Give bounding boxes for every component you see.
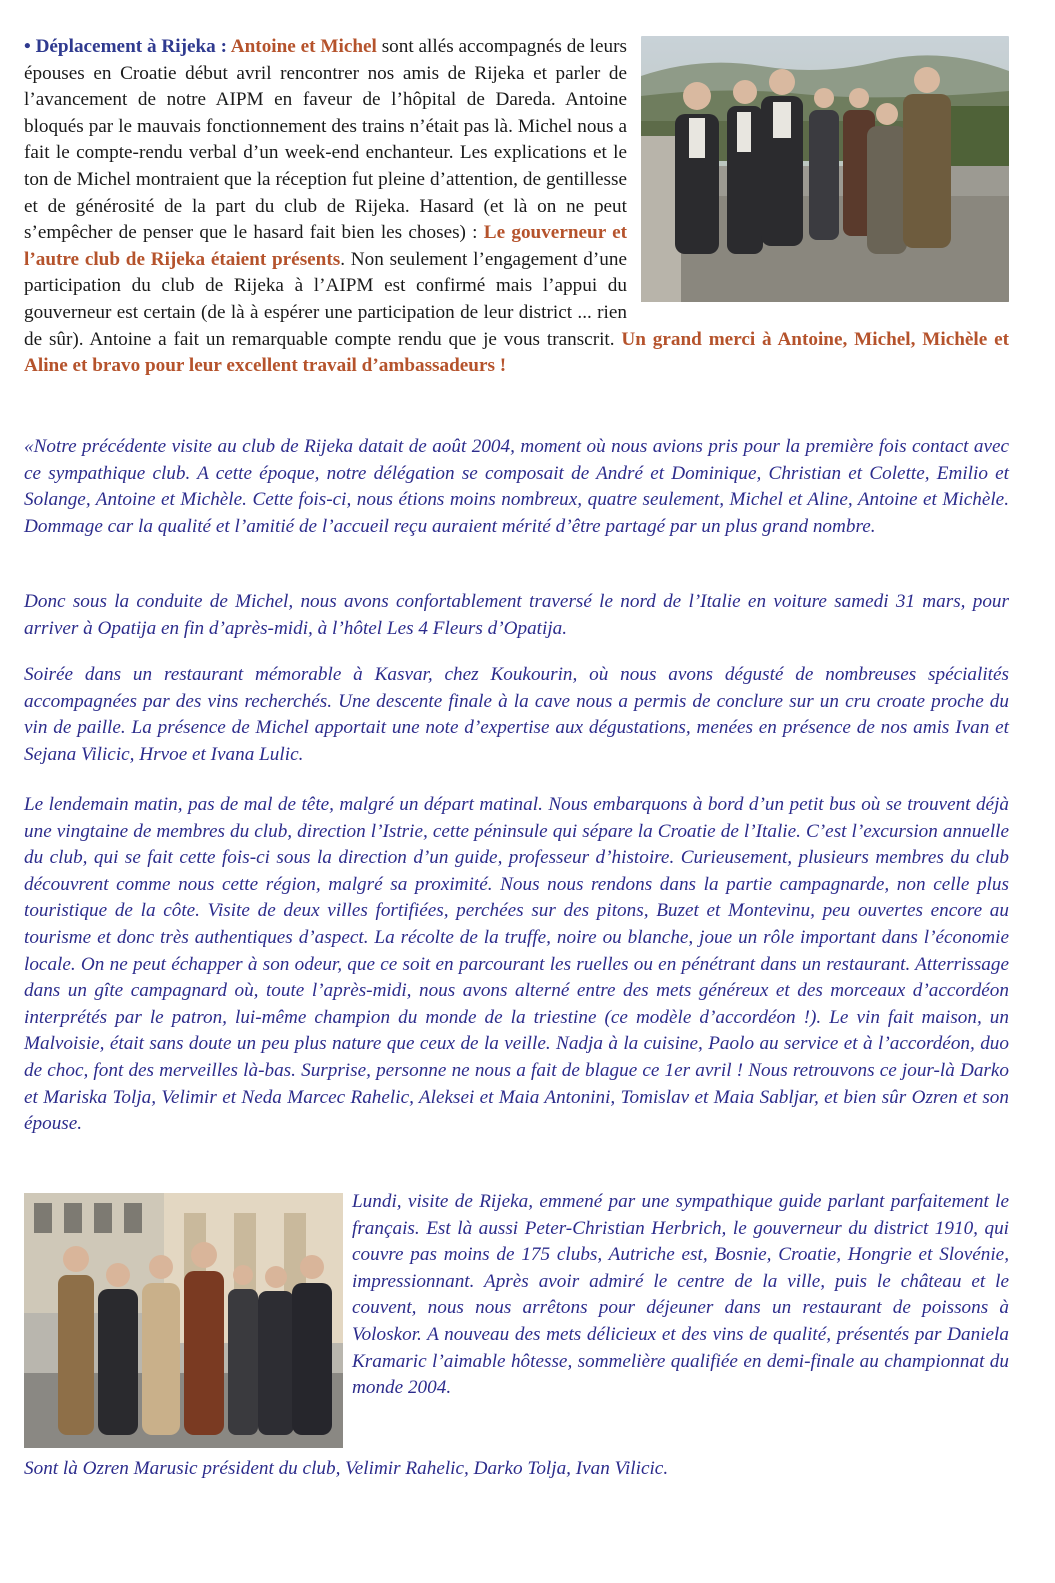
letter-text-4: Le lendemain matin, pas de mal de tête, malgré un départ matinal. Nous embarquons à bord d’un petit bus où se trouvent déjà une vingtaine de membres du club, direction l’Istrie, cette péninsule qui sépare la Croatie de l’Italie. C’est l’excursion annuelle du club, qui se fait cette fois-ci sous la direction d’un guide, professeur d’histoire. Curieusement, plusieurs membres du club découvrent comme nous cette région, malgré sa proximité. Nous nous rendons dans la partie campagnarde, non celle plus touristique de la côte. Visite de deux villes fortifiées, perchées sur des pitons, Buzet et Montevinu, peu ouvertes encore au tourisme et donc très authentiques d’aspect. La récolte de la truffe, noire ou blanche, joue un rôle important dans l’économie locale. On ne peut échapper à son odeur, que ce soit en parcourant les ruelles ou en pénétrant dans un restaurant. Atterrissage dans un gîte campagnard où, toute l’après-midi, nous avons alterné entre des mets généreux et des morceaux d’accordéon interprétés par le patron, lui-même champion du monde de la triestine (ce modèle d’accordéon !). Le vin fait maison, un Malvoisie, était sans doute un peu plus nature que ceux de la veille. Nadja à la cuisine, Paolo au service et à l’accordéon, duo de choc, font des merveilles là-bas. Surprise, personne ne nous a fait de blague ce 1er avril ! Nous retrouvons ce jour-là Darko et Mariska Tolja, Velimir et Neda Marcec Rahelic, Aleksei et Maia Antonini, Tomislav et Maia Sabljar, et bien sûr Ozren et son épouse. bbox=[24, 794, 1009, 1135]
letter-paragraph-5 bbox=[352, 1189, 1009, 1402]
group-photo-terrace bbox=[641, 36, 1009, 302]
letter-text-5: Lundi, visite de Rijeka, emmené par une sympathique guide parlant parfaitement le français. Est là aussi Peter-Christian Herbrich, le gouverneur du district 1910, qui couvre pas moins de 175 clubs, Autriche est, Bosnie, Croatie, Hongrie et Slovénie, impressionnant. Après avoir admiré le centre de la ville, puis le château et le couvent, nous nous arrêtons pour déjeuner dans un restaurant de poissons à Voloskor. A nouveau des mets délicieux et des vins de qualité, présentés par Daniela Kramaric l’aimable hôtesse, sommelière qualifiée en demi-finale au championnat du monde 2004. bbox=[352, 1191, 1009, 1399]
highlight-thanks: Un grand merci à Antoine, Michel, Michèle et Aline et bravo pour leur excellent travail d’ambassadeurs ! bbox=[24, 328, 1010, 377]
intro-text-1: sont allés accompagnés de leurs épouses en Croatie début avril rencontrer nos amis de Rijeka et parler de l’avancement de notre AIPM en faveur de l’hôpital de Dareda. Antoine bloqués par le mauvais fonctionnement des trains n’était pas là. Michel nous a fait le compte-rendu verbal d’un week-end enchanteur. Les explications et le ton de Michel montraient que la réception fut pleine d’attention, de gentillesse et de générosité de la part du club de Rijeka. Hasard (et là on ne peut s’empêcher de penser que le hasard fait bien les choses) : bbox=[24, 36, 627, 244]
photo-caption bbox=[24, 1456, 1009, 1483]
section-heading: Déplacement à Rijeka bbox=[35, 36, 216, 57]
intro-paragraph bbox=[24, 34, 1009, 380]
letter-text-1: «Notre précédente visite au club de Rijeka datait de août 2004, moment où nous avions pris pour la première fois contact avec ce sympathique club. A cette époque, notre délégation se composait de André et Dominique, Christian et Colette, Emilio et Solange, Antoine et Michèle. Cette fois-ci, nous étions moins nombreux, quatre seulement, Michel et Aline, Antoine et Michèle. Dommage car la qualité et l’amitié de l’accueil reçu auraient mérité d’être partagé par un plus grand nombre. bbox=[24, 436, 1009, 537]
highlight-names: Antoine et Michel bbox=[230, 36, 377, 57]
heading-colon: : bbox=[215, 36, 231, 57]
letter-text-3: Soirée dans un restaurant mémorable à Kasvar, chez Koukourin, où nous avons dégusté de nombreuses spécialités accompagnées par des vins recherchés. Une descente finale à la cave nous a permis de conclure sur un cru croate proche du vin de paille. La présence de Michel apportait une note d’expertise aux dégustations, menées en présence de nos amis Ivan et Sejana Vilicic, Hrvoe et Ivana Lulic. bbox=[24, 664, 1009, 765]
letter-paragraph-2 bbox=[24, 589, 1009, 642]
highlight-governor: Le gouverneur et l’autre club de Rijeka étaient présents bbox=[24, 222, 628, 270]
group-photo-square bbox=[24, 1193, 343, 1448]
letter-paragraph-4 bbox=[24, 792, 1009, 1138]
caption-text: Sont là Ozren Marusic président du club, Velimir Rahelic, Darko Tolja, Ivan Vilicic. bbox=[24, 1458, 669, 1479]
letter-text-2: Donc sous la conduite de Michel, nous avons confortablement traversé le nord de l’Italie en voiture samedi 31 mars, pour arriver à Opatija en fin d’après-midi, à l’hôtel Les 4 Fleurs d’Opatija. bbox=[24, 591, 1009, 639]
bullet-mark: • bbox=[24, 36, 31, 57]
letter-paragraph-1 bbox=[24, 434, 1009, 540]
intro-text-2: . Non seulement l’engagement d’une participation du club de Rijeka à l’AIPM est confirmé mais l’appui du gouverneur est certain (de là à espérer une participation de leur district ... rien de sûr). Antoine a fait un remarquable compte rendu que je vous transcrit. bbox=[24, 248, 627, 350]
letter-paragraph-3 bbox=[24, 662, 1009, 768]
